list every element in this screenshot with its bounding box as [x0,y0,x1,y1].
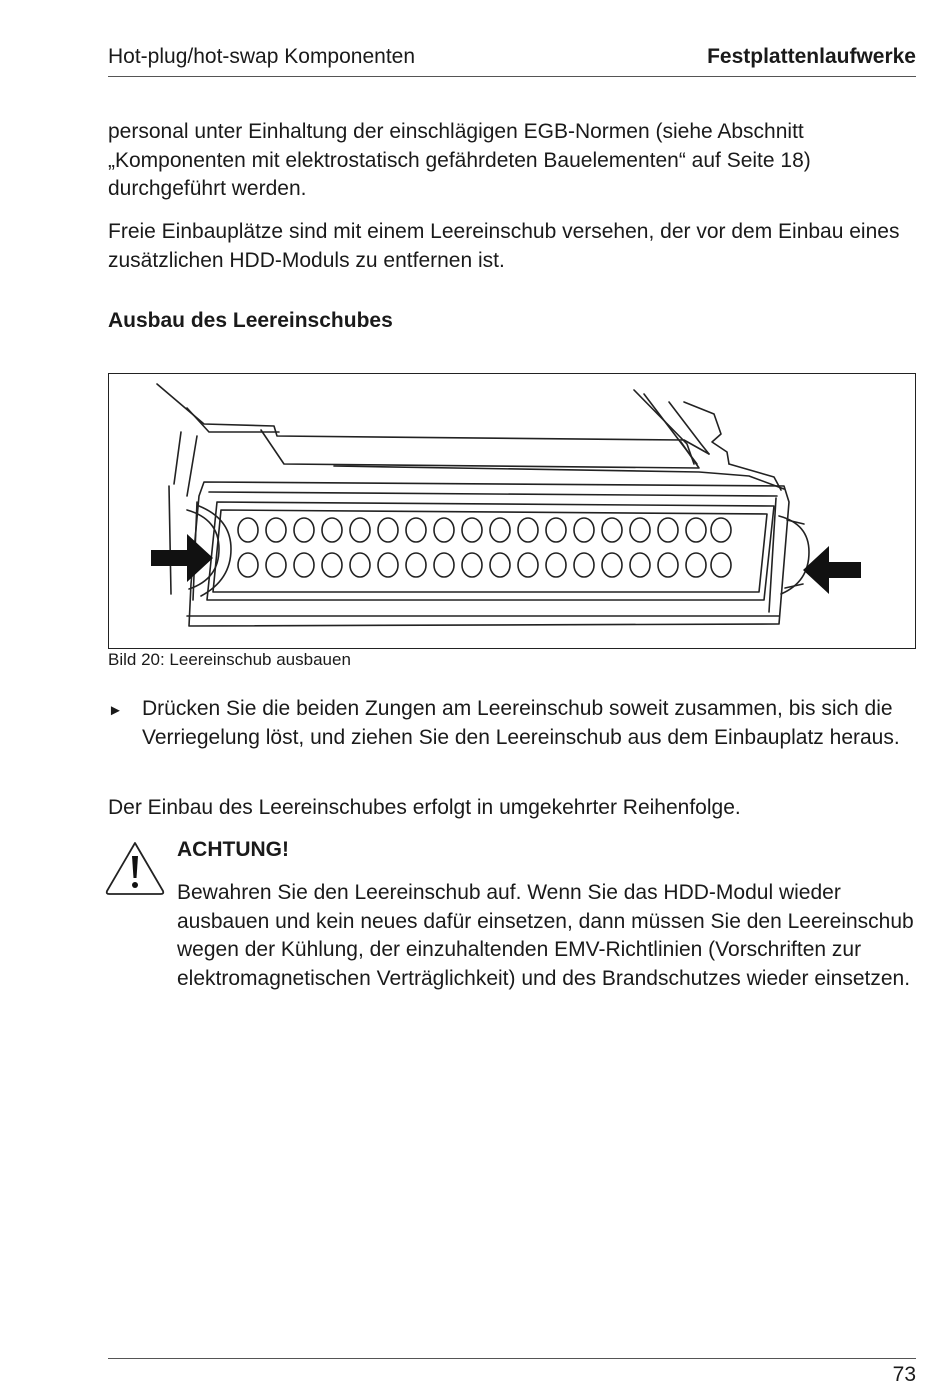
section-heading: Ausbau des Leereinschubes [108,309,393,332]
figure-blank-module-removal [108,373,916,649]
warning-triangle-icon [104,840,166,896]
paragraph-reinstall: Der Einbau des Leereinschubes erfolgt in umgekehrter Reihenfolge. [108,796,741,819]
right-push-arrow-icon [803,546,861,594]
bullet-arrow-icon: ► [108,702,123,719]
header-section-title: Festplattenlaufwerke [707,45,916,68]
paragraph-esd-notice: personal unter Einhaltung der einschlägigen EGB-Normen (siehe Abschnitt „Komponenten mit elektrostatisch gefährdeten Bauelementen“ auf Seite 18) durchgeführt werden. [108,120,811,200]
footer-rule [108,1358,916,1359]
warning-text: Bewahren Sie den Leereinschub auf. Wenn Sie das HDD-Modul wieder ausbauen und kein neues dafür einsetzen, dann müssen Sie den Leereinschub wegen der Kühlung, der einzuhaltenden EMV-Richtlinien (Vorschriften zur elektromagnetischen Verträglichkeit) und des Brandschutzes wieder einsetzen. [177,881,914,990]
left-push-arrow-icon [151,534,213,582]
figure-caption: Bild 20: Leereinschub ausbauen [108,650,351,669]
instruction-step: Drücken Sie die beiden Zungen am Leereinschub soweit zusammen, bis sich die Verriegelung löst, und ziehen Sie den Leereinschub aus dem Einbauplatz heraus. [142,697,900,749]
page-header [108,42,916,77]
page-number: 73 [892,1363,916,1386]
warning-title: ACHTUNG! [177,838,289,861]
header-chapter-title: Hot-plug/hot-swap Komponenten [108,45,416,68]
paragraph-free-bays: Freie Einbauplätze sind mit einem Leereinschub versehen, der vor dem Einbau eines zusätzlichen HDD-Moduls zu entfernen ist. [108,220,900,272]
blank-module-illustration [109,374,915,648]
